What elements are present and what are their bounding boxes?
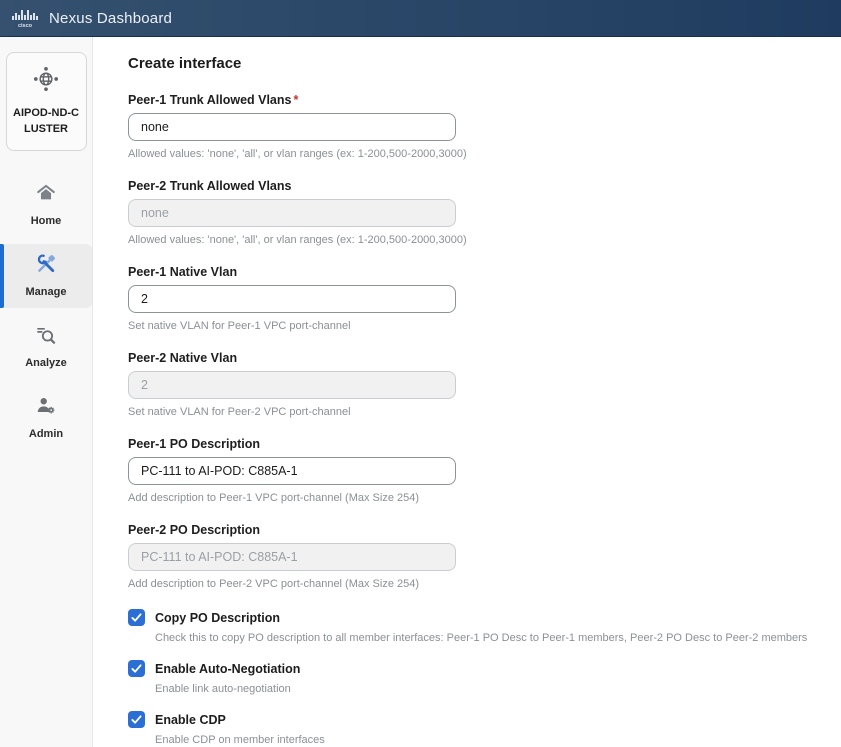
app-body bbox=[0, 37, 841, 747]
field-peer1-po-description bbox=[128, 437, 811, 504]
checkbox-label: Copy PO Description bbox=[155, 610, 281, 625]
sidebar-nav bbox=[0, 173, 92, 457]
cluster-name: AIPOD-ND-CLUSTER bbox=[13, 107, 79, 135]
field-label: Peer-1 Trunk Allowed Vlans * bbox=[128, 93, 299, 107]
checkbox-label: Enable CDP bbox=[155, 712, 226, 727]
field-label: Peer-2 PO Description bbox=[128, 523, 260, 537]
required-asterisk: * bbox=[293, 93, 299, 107]
checkbox-group-enable-cdp bbox=[128, 711, 811, 746]
peer2-po-description-input bbox=[128, 543, 456, 571]
cluster-globe-icon bbox=[33, 79, 59, 96]
field-peer2-po-description bbox=[128, 523, 811, 590]
field-label: Peer-2 Native Vlan bbox=[128, 351, 238, 365]
create-interface-form bbox=[93, 37, 841, 747]
field-label: Peer-1 PO Description bbox=[128, 437, 260, 451]
app-header bbox=[0, 0, 841, 37]
sidebar-item-home[interactable] bbox=[0, 173, 92, 237]
field-helper: Add description to Peer-1 VPC port-channel (Max Size 254) bbox=[128, 492, 420, 504]
field-peer2-native-vlan bbox=[128, 351, 811, 418]
field-peer1-trunk-allowed-vlans bbox=[128, 93, 811, 160]
home-icon bbox=[35, 182, 57, 209]
sidebar-item-label: Home bbox=[30, 215, 62, 228]
sidebar-item-admin[interactable] bbox=[0, 386, 92, 450]
cisco-logo-icon bbox=[12, 9, 39, 28]
field-label: Peer-2 Trunk Allowed Vlans bbox=[128, 179, 292, 193]
sidebar-item-manage[interactable] bbox=[0, 244, 92, 308]
field-helper: Add description to Peer-2 VPC port-channel (Max Size 254) bbox=[128, 578, 420, 590]
sidebar-item-label: Admin bbox=[28, 428, 64, 441]
field-helper: Set native VLAN for Peer-1 VPC port-channel bbox=[128, 320, 351, 332]
checkbox-group-copy-po-description bbox=[128, 609, 811, 644]
tools-icon bbox=[35, 253, 57, 280]
field-helper: Allowed values: 'none', 'all', or vlan ranges (ex: 1-200,500-2000,3000) bbox=[128, 148, 467, 160]
admin-user-gear-icon bbox=[35, 395, 57, 422]
field-peer2-trunk-allowed-vlans bbox=[128, 179, 811, 246]
page-title: Create interface bbox=[128, 55, 242, 72]
sidebar bbox=[0, 37, 93, 747]
peer2-native-vlan-input bbox=[128, 371, 456, 399]
field-label: Peer-1 Native Vlan bbox=[128, 265, 238, 279]
field-peer1-native-vlan bbox=[128, 265, 811, 332]
sidebar-item-label: Analyze bbox=[25, 357, 67, 370]
checkbox-group-enable-auto-negotiation bbox=[128, 660, 811, 695]
peer1-native-vlan-input[interactable] bbox=[128, 285, 456, 313]
sidebar-item-label: Manage bbox=[25, 286, 67, 299]
field-helper: Allowed values: 'none', 'all', or vlan ranges (ex: 1-200,500-2000,3000) bbox=[128, 234, 467, 246]
checkbox-helper: Check this to copy PO description to all member interfaces: Peer-1 PO Desc to Peer-1 members, Peer-2 PO Desc to Peer-2 members bbox=[155, 632, 808, 644]
copy-po-description-checkbox[interactable] bbox=[128, 609, 145, 626]
checkbox-helper: Enable CDP on member interfaces bbox=[155, 734, 325, 746]
app-title: Nexus Dashboard bbox=[49, 9, 173, 27]
checkbox-helper: Enable link auto-negotiation bbox=[155, 683, 291, 695]
field-helper: Set native VLAN for Peer-2 VPC port-channel bbox=[128, 406, 351, 418]
sidebar-item-analyze[interactable] bbox=[0, 315, 92, 379]
enable-cdp-checkbox[interactable] bbox=[128, 711, 145, 728]
enable-auto-negotiation-checkbox[interactable] bbox=[128, 660, 145, 677]
peer2-trunk-allowed-vlans-input bbox=[128, 199, 456, 227]
peer1-po-description-input[interactable] bbox=[128, 457, 456, 485]
peer1-trunk-allowed-vlans-input[interactable] bbox=[128, 113, 456, 141]
analyze-search-icon bbox=[35, 324, 57, 351]
checkbox-label: Enable Auto-Negotiation bbox=[155, 661, 301, 676]
cluster-selector[interactable] bbox=[6, 52, 87, 151]
svg-text:cisco: cisco bbox=[17, 22, 33, 28]
